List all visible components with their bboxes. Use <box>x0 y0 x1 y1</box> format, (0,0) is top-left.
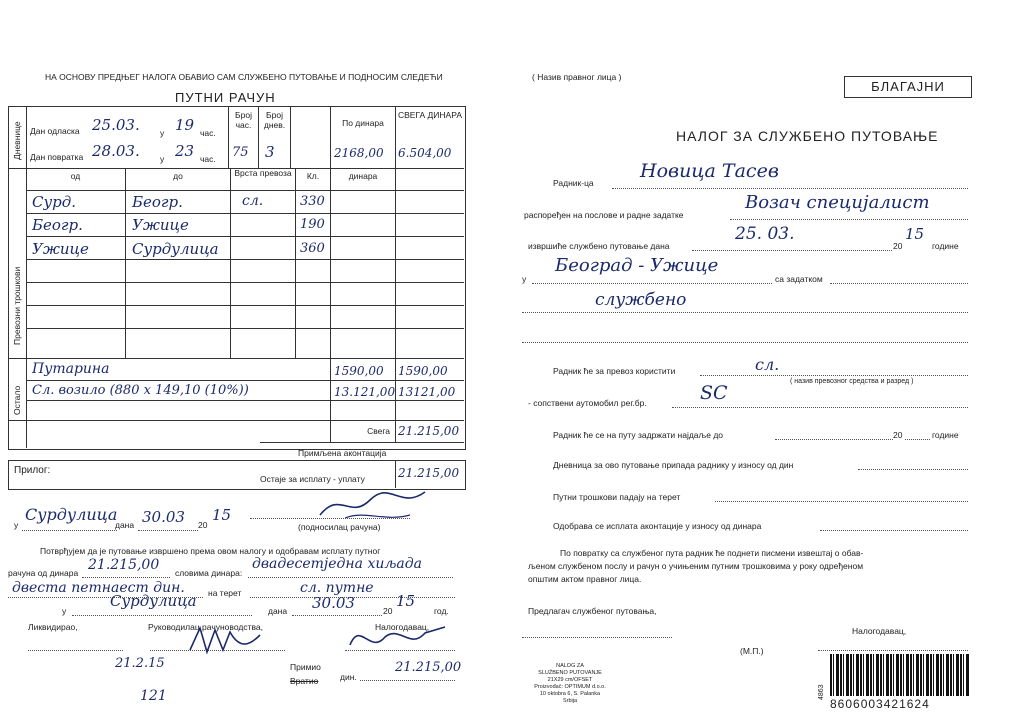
attachment-label: Прилог: <box>14 465 51 476</box>
per-dinars-value: 2168,00 <box>334 146 384 160</box>
orderer-label-left: Налогодавац, <box>375 622 430 632</box>
col-days: Број днев. <box>263 110 286 130</box>
return-label: Дан повратка <box>30 152 84 162</box>
departure-time: 19 <box>175 116 195 134</box>
submitter-label: (подносилац рачуна) <box>298 522 381 532</box>
total-label: Свега <box>367 426 390 436</box>
tr-dinars-header: динара <box>348 171 378 181</box>
left-header-note: НА ОСНОВУ ПРЕДЊЕГ НАЛОГА ОБАВИО САМ СЛУЖБЕНО ПУТОВАЊЕ И ПОДНОСИМ СЛЕДЕЋИ <box>45 72 443 82</box>
charge-value: сл. путне <box>300 580 374 596</box>
other-1-value: 1590,00 <box>334 364 384 378</box>
cashier-box: БЛАГАЈНИ <box>871 79 945 94</box>
other-1-total: 1590,00 <box>398 364 448 378</box>
other-2-text: Сл. возило (880 x 149,10 (10%)) <box>32 383 249 398</box>
trip-1-from: Сурд. <box>32 193 77 211</box>
legal-entity-label: ( Назив правног лица ) <box>532 72 622 82</box>
submitter-signature <box>315 480 435 525</box>
trip-3-km: 360 <box>300 241 325 256</box>
orderer-signature-left <box>345 615 455 660</box>
barcode-side-number: 4863 <box>818 684 825 700</box>
bottom-signature: 121 <box>140 688 167 704</box>
printer-info: NALOG ZA SLUŽBENO PUTOVANJE 21X29 cm/OFSET Proizvođač: OPTIMUM d.o.o. 10 oktobra 6, S. Palanka Srbija <box>534 663 606 704</box>
year2-value: 15 <box>396 592 416 610</box>
barcode-number: 8606003421624 <box>830 697 930 711</box>
place2-value: Сурдулица <box>110 592 197 610</box>
return-time: 23 <box>175 142 195 160</box>
col-dinars: По динара <box>342 118 384 128</box>
car-value: SC <box>700 382 728 404</box>
trip-1-to: Беогр. <box>132 193 183 211</box>
total-value: 21.215,00 <box>398 424 460 438</box>
liquidated-date: 21.2.15 <box>115 656 165 671</box>
liquidated-label: Ликвидирао, <box>28 622 78 632</box>
advance-label: Примљена аконтација <box>298 448 387 458</box>
payable-value: 21.215,00 <box>398 466 460 480</box>
accounting-signature <box>185 620 265 660</box>
col-total: СВЕГА ДИНАРА <box>398 110 462 120</box>
date2-value: 30.03 <box>312 594 355 612</box>
trip-1-type: сл. <box>242 193 264 209</box>
other-1-text: Путарина <box>32 361 110 377</box>
tr-class-header: Кл. <box>306 171 320 181</box>
barcode <box>830 654 970 696</box>
trip-1-km: 330 <box>300 194 325 209</box>
stamp-label: (М.П.) <box>740 646 764 656</box>
side-label-daily: Дневнице <box>12 121 22 160</box>
accounting-label: Руководилац рачуноводства, <box>148 622 263 632</box>
payable-label: Остаје за исплату - уплату <box>260 474 365 484</box>
other-2-total: 13121,00 <box>398 385 456 399</box>
travel-order-title: НАЛОГ ЗА СЛУЖБЕНО ПУТОВАЊЕ <box>676 128 939 144</box>
col-hours: Број час. <box>235 110 252 130</box>
other-2-value: 13.121,00 <box>334 385 396 399</box>
departure-date: 25.03. <box>92 116 140 134</box>
return-date: 28.03. <box>92 142 140 160</box>
destination-value: Београд - Ужице <box>555 255 719 276</box>
transport-value: сл. <box>755 355 780 374</box>
total-daily-value: 6.504,00 <box>398 146 452 160</box>
proposer-label: Предлагач службеног путовања, <box>528 606 657 616</box>
travel-bill-title: ПУТНИ РАЧУН <box>175 90 276 105</box>
assigned-value: Возач специјалист <box>745 192 930 213</box>
tr-from-header: од <box>70 171 81 181</box>
trip-2-km: 190 <box>300 217 325 232</box>
words-value: двадесетједна хиљада <box>252 556 422 572</box>
trip-2-from: Беогр. <box>32 216 83 234</box>
orderer-label-right: Налогодавац, <box>852 626 907 636</box>
bill-value: 21.215,00 <box>88 557 160 573</box>
worker-value: Новица Тасев <box>640 160 779 182</box>
tr-to-header: до <box>173 171 183 181</box>
hours-value: 75 <box>232 145 249 160</box>
trip-2-to: Ужице <box>132 216 189 234</box>
din-value: 21.215,00 <box>395 660 462 675</box>
days-value: 3 <box>265 143 275 161</box>
confirm-text: Потврђујем да је путовање извршено према овом налогу и одобравам исплату путног <box>40 546 381 556</box>
trip-3-from: Ужице <box>32 240 89 258</box>
words-value-2: двеста петнаест дин. <box>12 580 185 596</box>
side-label-transport: Превозни трошкови <box>12 266 22 345</box>
trip-year: 15 <box>905 225 925 243</box>
year-value: 15 <box>212 506 232 524</box>
tr-type-header: Врста превоза <box>234 168 292 178</box>
transport-note: ( назив превозног средства и разред ) <box>790 378 914 385</box>
returned-label: Вратио <box>290 676 319 686</box>
task-value: службено <box>595 290 687 310</box>
side-label-other: Остало <box>12 385 22 415</box>
date-value: 30.03 <box>142 508 185 526</box>
departure-label: Дан одласка <box>30 126 80 136</box>
trip-date: 25. 03. <box>735 224 795 244</box>
trip-3-to: Сурдулица <box>132 240 219 258</box>
received-label: Примио <box>290 662 321 672</box>
place-value: Сурдулица <box>25 505 118 524</box>
